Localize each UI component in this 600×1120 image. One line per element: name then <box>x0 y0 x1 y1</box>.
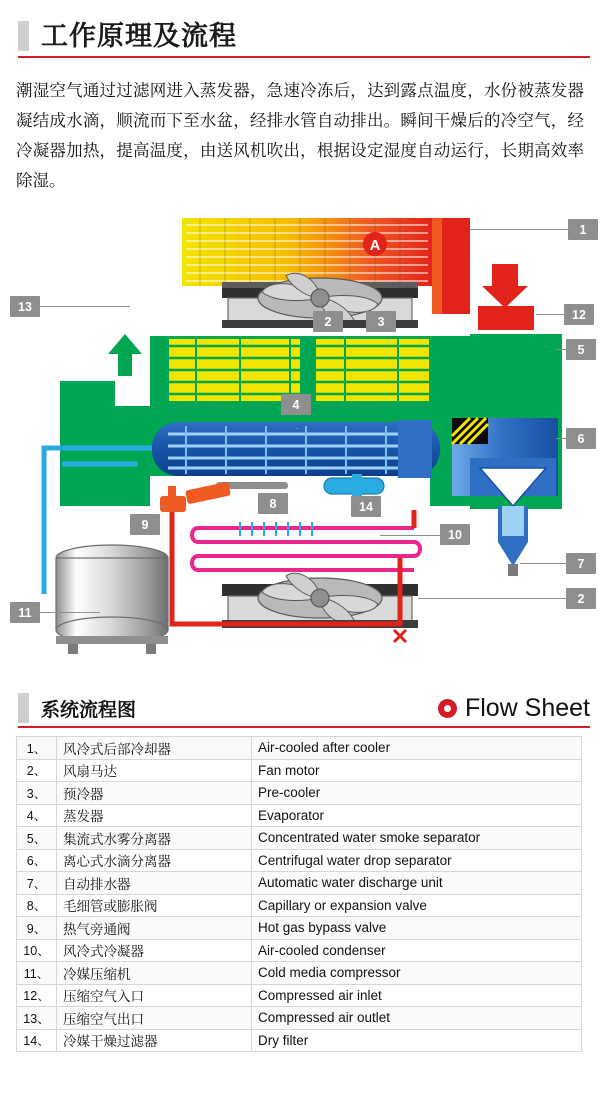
marker-a-letter: A <box>369 237 381 254</box>
table-row <box>17 872 582 895</box>
diagram-svg <box>0 206 600 676</box>
table-row <box>17 894 582 917</box>
flow-sheet-table <box>16 736 582 1052</box>
compressor <box>56 545 168 654</box>
flow-heading-left <box>18 693 136 723</box>
row-num: 13、 <box>17 1007 57 1030</box>
callout-4[interactable]: 4 <box>281 394 311 415</box>
inlet-arrow-down <box>478 264 534 330</box>
outlet-arrow-up <box>108 334 142 376</box>
heading-accent-bar <box>18 21 29 51</box>
flow-section-heading <box>0 688 600 728</box>
flow-heading-rule <box>18 726 590 728</box>
callout-8[interactable]: 8 <box>258 493 288 514</box>
row-label-en: Cold media compressor <box>252 962 582 985</box>
leader-1 <box>470 229 568 230</box>
callout-1[interactable]: 1 <box>568 219 598 240</box>
row-label-en: Centrifugal water drop separator <box>252 849 582 872</box>
row-num: 5、 <box>17 827 57 850</box>
leader-10 <box>380 535 440 536</box>
dry-filter <box>324 474 384 498</box>
table-row <box>17 849 582 872</box>
row-num: 6、 <box>17 849 57 872</box>
callout-7[interactable]: 7 <box>566 553 596 574</box>
row-label-en: Concentrated water smoke separator <box>252 827 582 850</box>
flow-sheet-body <box>17 737 582 1052</box>
leader-4 <box>296 428 298 429</box>
centrifugal-separator <box>452 418 558 506</box>
auto-drain <box>498 506 528 576</box>
row-num: 10、 <box>17 939 57 962</box>
page-title: 工作原理及流程 <box>41 20 237 51</box>
callout-12[interactable]: 12 <box>564 304 594 325</box>
flow-title-cn: 系统流程图 <box>41 699 137 721</box>
row-label-en: Compressed air outlet <box>252 1007 582 1030</box>
table-row <box>17 1007 582 1030</box>
target-dot-icon <box>438 699 457 718</box>
callout-3[interactable]: 3 <box>366 311 396 332</box>
heading-rule <box>18 56 590 58</box>
row-label-cn: 风扇马达 <box>57 759 252 782</box>
row-label-en: Air-cooled condenser <box>252 939 582 962</box>
leader-11 <box>40 612 100 613</box>
table-row <box>17 962 582 985</box>
row-num: 9、 <box>17 917 57 940</box>
callout-11[interactable]: 11 <box>10 602 40 623</box>
row-label-cn: 压缩空气入口 <box>57 984 252 1007</box>
row-label-en: Capillary or expansion valve <box>252 894 582 917</box>
row-num: 3、 <box>17 782 57 805</box>
row-label-cn: 毛细管或膨胀阀 <box>57 894 252 917</box>
row-num: 7、 <box>17 872 57 895</box>
row-label-en: Dry filter <box>252 1029 582 1052</box>
valve-x-marker <box>394 630 406 642</box>
flow-heading-accent-bar <box>18 693 29 723</box>
table-row <box>17 984 582 1007</box>
row-label-cn: 自动排水器 <box>57 872 252 895</box>
bypass-valve <box>160 486 186 512</box>
table-row <box>17 1029 582 1052</box>
intro-paragraph: 潮湿空气通过过滤网进入蒸发器，急速冷冻后，达到露点温度，水份被蒸发器凝结成水滴，顺流而下至水盆，经排水管自动排出。瞬间干燥后的冷空气，经冷凝器加热，提高温度，由送风机吹出，根据设定湿度自动运行，长期高效率除湿。 <box>16 82 584 190</box>
leader-13 <box>40 306 130 307</box>
table-row <box>17 737 582 760</box>
row-label-cn: 离心式水滴分离器 <box>57 849 252 872</box>
row-label-cn: 集流式水雾分离器 <box>57 827 252 850</box>
row-label-en: Hot gas bypass valve <box>252 917 582 940</box>
table-row <box>17 759 582 782</box>
table-row <box>17 917 582 940</box>
callout-10[interactable]: 10 <box>440 524 470 545</box>
system-diagram <box>0 206 600 676</box>
callout-2a[interactable]: 2 <box>313 311 343 332</box>
callout-9[interactable]: 9 <box>130 514 160 535</box>
row-label-cn: 冷媒干燥过滤器 <box>57 1029 252 1052</box>
leader-7 <box>520 563 568 564</box>
row-label-en: Pre-cooler <box>252 782 582 805</box>
row-num: 1、 <box>17 737 57 760</box>
main-section-heading <box>0 14 600 58</box>
row-label-en: Fan motor <box>252 759 582 782</box>
callout-2b[interactable]: 2 <box>566 588 596 609</box>
leader-9 <box>160 506 166 507</box>
callout-13[interactable]: 13 <box>10 296 40 317</box>
row-num: 14、 <box>17 1029 57 1052</box>
fan-lower <box>222 573 418 628</box>
row-label-cn: 预冷器 <box>57 782 252 805</box>
callout-6[interactable]: 6 <box>566 428 596 449</box>
row-num: 12、 <box>17 984 57 1007</box>
table-row <box>17 782 582 805</box>
row-num: 11、 <box>17 962 57 985</box>
row-label-en: Automatic water discharge unit <box>252 872 582 895</box>
row-label-cn: 压缩空气出口 <box>57 1007 252 1030</box>
flow-heading-right <box>438 694 590 723</box>
row-num: 8、 <box>17 894 57 917</box>
callout-14[interactable]: 14 <box>351 496 381 517</box>
leader-2b <box>418 598 568 599</box>
row-label-cn: 风冷式后部冷却器 <box>57 737 252 760</box>
row-label-en: Compressed air inlet <box>252 984 582 1007</box>
row-label-en: Evaporator <box>252 804 582 827</box>
table-row <box>17 939 582 962</box>
row-num: 2、 <box>17 759 57 782</box>
row-label-cn: 蒸发器 <box>57 804 252 827</box>
table-row <box>17 804 582 827</box>
table-row <box>17 827 582 850</box>
flow-title-en: Flow Sheet <box>464 693 590 722</box>
row-label-cn: 热气旁通阀 <box>57 917 252 940</box>
row-label-cn: 风冷式冷凝器 <box>57 939 252 962</box>
row-num: 4、 <box>17 804 57 827</box>
row-label-en: Air-cooled after cooler <box>252 737 582 760</box>
callout-5[interactable]: 5 <box>566 339 596 360</box>
row-label-cn: 冷媒压缩机 <box>57 962 252 985</box>
